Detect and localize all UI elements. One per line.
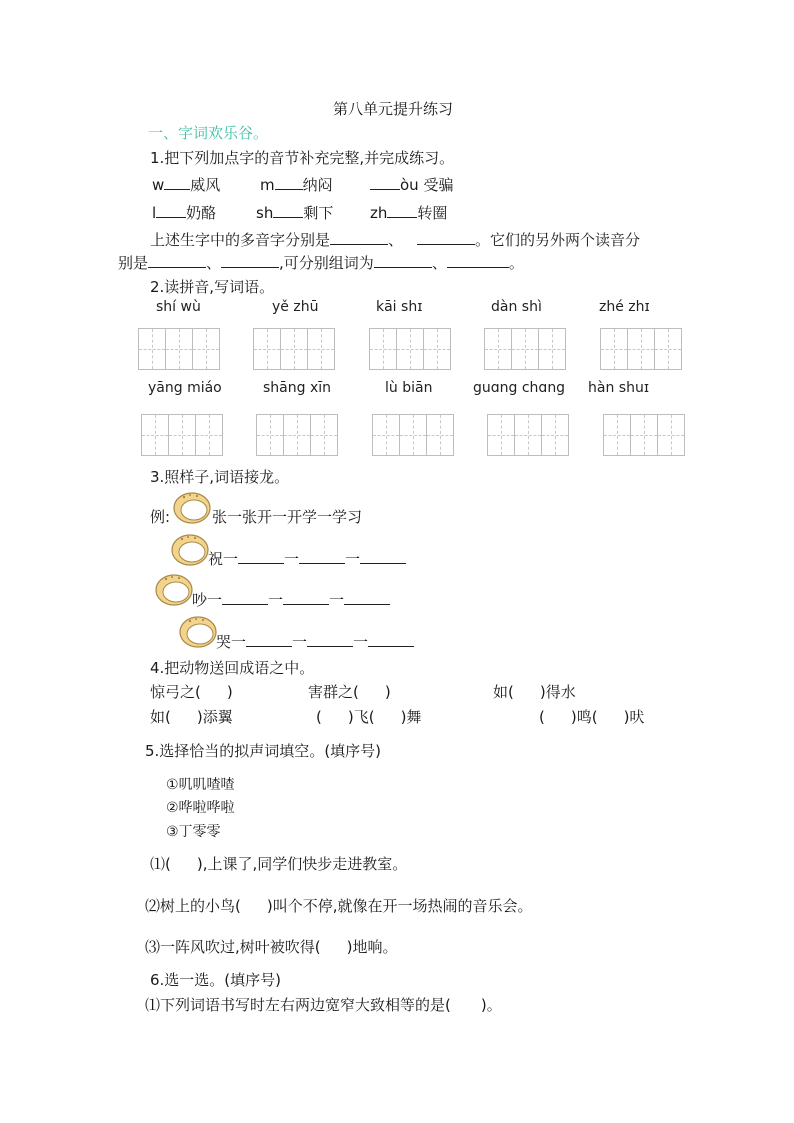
answer-blank[interactable]: [368, 632, 414, 647]
q1-line-2: [118, 252, 524, 273]
question-3-stem: 3.照样子,词语接龙。: [150, 468, 290, 486]
question-5-stem: 5.选择恰当的拟声词填空。(填序号): [145, 742, 382, 760]
pinyin-label: guɑng chɑng: [473, 380, 566, 396]
answer-blank[interactable]: [417, 230, 475, 245]
dash: 一: [292, 633, 308, 651]
writing-grid[interactable]: [600, 328, 681, 370]
answer-blank[interactable]: [222, 590, 268, 605]
dash: 一: [329, 591, 345, 609]
q5-sentence-2: [145, 895, 532, 916]
text: ,可分别组词为: [279, 254, 374, 272]
option-2: ②哗啦哗啦: [166, 800, 235, 816]
word: 奶酪: [186, 204, 217, 222]
answer-blank[interactable]: [370, 175, 400, 190]
text: 、: [388, 231, 404, 249]
answer-blank[interactable]: [299, 549, 345, 564]
q5-sentence-3: [145, 936, 397, 957]
dash: 一: [353, 633, 369, 651]
dash: 一: [268, 591, 284, 609]
answer-blank[interactable]: [246, 632, 292, 647]
answer-blank[interactable]: [374, 253, 432, 268]
answer-blank[interactable]: [447, 253, 509, 268]
text: 惊弓之(: [150, 683, 201, 701]
text: )地响。: [346, 938, 398, 956]
writing-grid[interactable]: [141, 414, 222, 456]
q6-sentence-1: [145, 994, 502, 1015]
text: 、: [206, 254, 222, 272]
chick-icon: [176, 612, 220, 650]
idiom-5: [316, 706, 421, 727]
chain-start: 哭一: [216, 633, 247, 651]
answer-blank[interactable]: [148, 253, 206, 268]
pinyin-prefix: l: [152, 204, 157, 222]
q1-line-1: [150, 229, 640, 250]
writing-grid[interactable]: [603, 414, 684, 456]
word: 威风: [190, 176, 221, 194]
writing-grid[interactable]: [253, 328, 334, 370]
text: (: [316, 708, 322, 726]
idiom-3: [493, 681, 576, 702]
q1-item-1: [152, 174, 220, 195]
answer-blank[interactable]: [238, 549, 284, 564]
question-4-stem: 4.把动物送回成语之中。: [150, 659, 315, 677]
question-1-stem: 1.把下列加点字的音节补充完整,并完成练习。: [150, 149, 455, 167]
chain-row-2: [192, 589, 390, 610]
text: )飞(: [347, 708, 375, 726]
chick-icon: [170, 488, 214, 526]
text: 。: [508, 254, 524, 272]
writing-grid[interactable]: [138, 328, 219, 370]
pinyin-label: yāng miáo: [148, 380, 222, 396]
answer-blank[interactable]: [221, 253, 279, 268]
q5-sentence-1: [150, 853, 407, 874]
text: 上述生字中的多音字分别是: [150, 231, 331, 249]
idiom-6: [539, 706, 644, 727]
option-1: ①叽叽喳喳: [166, 777, 235, 793]
word: 剩下: [303, 204, 334, 222]
q1-item-6: [370, 202, 447, 223]
text: ),上课了,同学们快步走进教室。: [196, 855, 408, 873]
text: )吠: [623, 708, 645, 726]
text: 。它们的另外两个读音分: [475, 231, 641, 249]
chain-start: 吵一: [192, 591, 223, 609]
word: 转圈: [417, 204, 448, 222]
answer-blank[interactable]: [283, 590, 329, 605]
dash: 一: [345, 550, 361, 568]
idiom-1: [150, 681, 233, 702]
text: )鸣(: [570, 708, 598, 726]
chain-row-1: [208, 548, 406, 569]
q1-item-5: [256, 202, 333, 223]
pinyin-prefix: sh: [256, 204, 274, 222]
q1-item-2: [260, 174, 333, 195]
text: ): [384, 683, 391, 701]
text: )。: [480, 996, 502, 1014]
example-chain: 张一张开一开学一学习: [212, 508, 363, 526]
text: 如(: [150, 708, 171, 726]
text: ⑴(: [150, 855, 171, 873]
answer-blank[interactable]: [387, 203, 417, 218]
pinyin-label: hàn shuɪ: [588, 380, 650, 396]
answer-blank[interactable]: [330, 230, 388, 245]
answer-blank[interactable]: [344, 590, 390, 605]
idiom-2: [308, 681, 391, 702]
chick-icon: [152, 570, 196, 608]
pinyin-prefix: m: [260, 176, 275, 194]
text: )叫个不停,就像在开一场热闹的音乐会。: [266, 897, 533, 915]
q1-item-3: [370, 174, 453, 195]
q1-item-4: [152, 202, 216, 223]
chain-start: 祝一: [208, 550, 239, 568]
answer-blank[interactable]: [360, 549, 406, 564]
text: ): [226, 683, 233, 701]
text: ⑵树上的小鸟(: [145, 897, 241, 915]
pinyin-prefix: w: [152, 176, 165, 194]
text: )添翼: [196, 708, 233, 726]
answer-blank[interactable]: [273, 203, 303, 218]
pinyin-prefix: zh: [370, 204, 388, 222]
question-2-stem: 2.读拼音,写词语。: [150, 278, 275, 296]
writing-grid[interactable]: [256, 414, 337, 456]
word: òu 受骗: [400, 176, 454, 194]
dash: 一: [284, 550, 300, 568]
chick-icon: [168, 530, 212, 568]
answer-blank[interactable]: [164, 175, 190, 190]
answer-blank[interactable]: [307, 632, 353, 647]
writing-grid[interactable]: [369, 328, 450, 370]
text: ⑶一阵风吹过,树叶被吹得(: [145, 938, 321, 956]
idiom-4: [150, 706, 233, 727]
text: 害群之(: [308, 683, 359, 701]
chain-row-3: [216, 631, 414, 652]
pinyin-label: kāi shɪ: [376, 299, 423, 315]
text: (: [539, 708, 545, 726]
question-6-stem: 6.选一选。(填序号): [150, 971, 282, 989]
option-3: ③丁零零: [166, 824, 221, 840]
text: )得水: [539, 683, 576, 701]
answer-blank[interactable]: [156, 203, 186, 218]
text: 如(: [493, 683, 514, 701]
pinyin-label: zhé zhɪ: [599, 299, 650, 315]
example-label: 例:: [150, 508, 171, 526]
pinyin-label: shāng xīn: [263, 380, 332, 396]
answer-blank[interactable]: [275, 175, 303, 190]
pinyin-label: lù biān: [385, 380, 433, 396]
pinyin-label: yě zhū: [272, 299, 319, 315]
text: ⑴下列词语书写时左右两边宽窄大致相等的是(: [145, 996, 451, 1014]
section-heading: 一、字词欢乐谷。: [148, 124, 269, 142]
page-title: 第八单元提升练习: [333, 100, 454, 118]
pinyin-label: shí wù: [156, 299, 201, 315]
text: )舞: [400, 708, 422, 726]
writing-grid[interactable]: [372, 414, 453, 456]
text: 、: [431, 254, 447, 272]
writing-grid[interactable]: [484, 328, 565, 370]
pinyin-label: dàn shì: [491, 299, 542, 315]
word: 纳闷: [302, 176, 333, 194]
text: 别是: [118, 254, 149, 272]
writing-grid[interactable]: [487, 414, 568, 456]
